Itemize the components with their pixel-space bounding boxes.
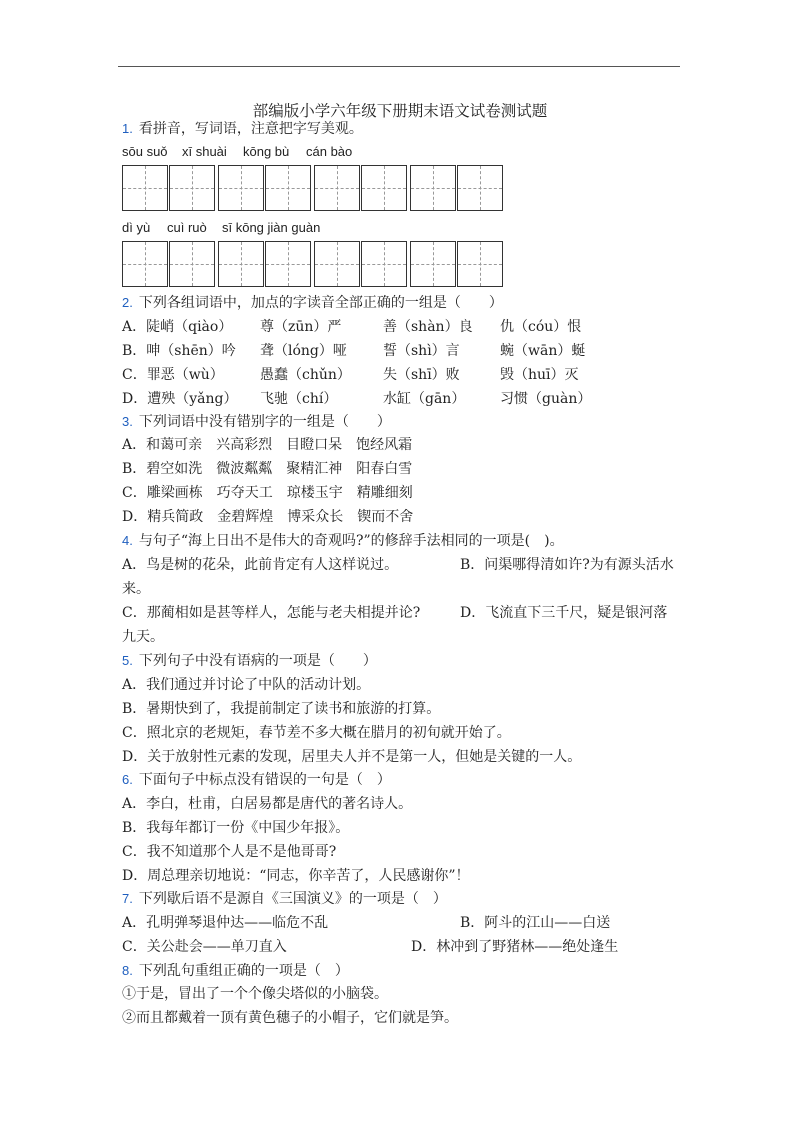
word-box (122, 241, 216, 287)
writing-cell[interactable] (410, 165, 456, 211)
option-c-2: 愚蠢（chǔn） (260, 367, 351, 383)
writing-cell[interactable] (457, 241, 503, 287)
option-d-continued: 九天。 (122, 629, 164, 645)
pinyin-1: sōu suǒ (122, 144, 168, 159)
question-text: 下列词语中没有错别字的一组是（ ） (138, 414, 391, 430)
question-text: 下列句子中没有语病的一项是（ ） (138, 653, 377, 669)
writing-cell[interactable] (218, 165, 264, 211)
option-d: D．林冲到了野猪林——绝处逢生 (411, 939, 619, 955)
writing-cell[interactable] (265, 241, 311, 287)
option-b: B．我每年都订一份《中国少年报》。 (122, 820, 350, 836)
writing-grid-row-1 (122, 165, 506, 211)
question-5 (122, 652, 377, 670)
option-row-b (0, 341, 800, 361)
question-text: 下列歇后语不是源自《三国演义》的一项是（ ） (138, 891, 447, 907)
word-box (314, 165, 408, 211)
option-row-d (0, 389, 800, 409)
header-rule (118, 66, 680, 67)
option-a: A．李白，杜甫，白居易都是唐代的著名诗人。 (122, 796, 413, 812)
option-a: A．我们通过并讨论了中队的活动计划。 (122, 677, 371, 693)
option-b: B．暑期快到了，我提前制定了读书和旅游的打算。 (122, 701, 441, 717)
pinyin-7: sī kōng jiàn guàn (222, 220, 321, 235)
writing-cell[interactable] (122, 165, 168, 211)
question-text: 看拼音，写词语，注意把字写美观。 (138, 121, 363, 137)
option-row-a (0, 317, 800, 337)
option-d-1: D．遭殃（yǎng） (122, 391, 238, 407)
page-title: 部编版小学六年级下册期末语文试卷测试题 (252, 102, 548, 120)
question-number: 5. (122, 653, 133, 668)
word-box (314, 241, 408, 287)
question-text: 下列乱句重组正确的一项是（ ） (138, 963, 349, 979)
option-a-2: 尊（zūn）严 (260, 319, 342, 335)
option-d-4: 习惯（guàn） (500, 391, 592, 407)
pinyin-3: kōng bù (243, 144, 290, 159)
option-row-c (0, 365, 800, 385)
word-box (410, 165, 504, 211)
writing-cell[interactable] (361, 241, 407, 287)
option-b-1: B．呻（shēn）吟 (122, 343, 236, 359)
pinyin-6: cuì ruò (167, 220, 207, 235)
word-box (410, 241, 504, 287)
question-number: 6. (122, 772, 133, 787)
question-text: 下面句子中标点没有错误的一句是（ ） (138, 772, 391, 788)
writing-cell[interactable] (457, 165, 503, 211)
question-number: 3. (122, 414, 133, 429)
question-3 (122, 413, 391, 431)
option-a: A．鸟是树的花朵，此前肯定有人这样说过。 (122, 557, 399, 573)
writing-cell[interactable] (169, 165, 215, 211)
writing-cell[interactable] (218, 241, 264, 287)
option-c: C．关公赴会——单刀直入 (122, 939, 287, 955)
writing-cell[interactable] (122, 241, 168, 287)
question-7 (122, 890, 447, 908)
question-text: 下列各组词语中，加点的字读音全部正确的一组是（ ） (138, 295, 503, 311)
question-number: 8. (122, 963, 133, 978)
option-b: B．阿斗的江山——白送 (460, 915, 611, 931)
option-a: A．和蔼可亲 兴高彩烈 目瞪口呆 饱经风霜 (122, 437, 413, 453)
question-text: 与句子“海上日出不是伟大的奇观吗?”的修辞手法相同的一项是( )。 (138, 533, 564, 549)
option-d: D．飞流直下三千尺，疑是银河落 (460, 605, 668, 621)
option-a-3: 善（shàn）良 (383, 319, 473, 335)
question-number: 1. (122, 121, 133, 136)
sentence-2: ②而且都戴着一顶有黄色穗子的小帽子，它们就是笋。 (122, 1010, 458, 1026)
option-d-2: 飞驰（chí） (260, 391, 338, 407)
option-b-4: 蜿（wān）蜒 (500, 343, 586, 359)
pinyin-5: dì yù (122, 220, 151, 235)
question-6 (122, 771, 391, 789)
writing-cell[interactable] (314, 241, 360, 287)
option-c: C．照北京的老规矩，春节差不多大概在腊月的初旬就开始了。 (122, 725, 511, 741)
writing-cell[interactable] (361, 165, 407, 211)
option-c-3: 失（shī）败 (383, 367, 460, 383)
word-box (218, 241, 312, 287)
option-a-4: 仇（cóu）恨 (500, 319, 582, 335)
word-box (122, 165, 216, 211)
option-b-continued: 来。 (122, 581, 150, 597)
option-c-1: C．罪恶（wù） (122, 367, 224, 383)
option-c: C．那蔺相如是甚等样人，怎能与老夫相提并论? (122, 605, 421, 621)
option-b-3: 誓（shì）言 (383, 343, 460, 359)
writing-cell[interactable] (410, 241, 456, 287)
writing-cell[interactable] (169, 241, 215, 287)
question-4 (122, 532, 564, 550)
option-a-1: A．陡峭（qiào） (122, 319, 233, 335)
option-b: B．碧空如洗 微波粼粼 聚精汇神 阳春白雪 (122, 461, 413, 477)
writing-cell[interactable] (314, 165, 360, 211)
option-d: D．周总理亲切地说：“同志，你辛苦了，人民感谢你”！ (122, 868, 470, 884)
option-a: A．孔明弹琴退仲达——临危不乱 (122, 915, 329, 931)
option-b: B．问渠哪得清如许?为有源头活水 (460, 557, 674, 573)
option-d-3: 水缸（gān） (383, 391, 466, 407)
option-c-4: 毁（huī）灭 (500, 367, 579, 383)
sentence-1: ①于是，冒出了一个个像尖塔似的小脑袋。 (122, 986, 388, 1002)
question-number: 2. (122, 295, 133, 310)
question-number: 7. (122, 891, 133, 906)
option-c: C．雕梁画栋 巧夺天工 琼楼玉宇 精雕细刻 (122, 485, 413, 501)
option-d: D．关于放射性元素的发现，居里夫人并不是第一人，但她是关键的一人。 (122, 749, 582, 765)
pinyin-4: cán bào (306, 144, 353, 159)
question-number: 4. (122, 533, 133, 548)
writing-cell[interactable] (265, 165, 311, 211)
question-2 (122, 294, 503, 312)
option-b-2: 聋（lóng）哑 (260, 343, 347, 359)
option-c: C．我不知道那个人是不是他哥哥? (122, 844, 337, 860)
writing-grid-row-2 (122, 241, 506, 287)
pinyin-2: xī shuài (182, 144, 227, 159)
option-d: D．精兵简政 金碧辉煌 博采众长 锲而不舍 (122, 509, 414, 525)
word-box (218, 165, 312, 211)
question-8 (122, 962, 349, 980)
question-1 (122, 120, 363, 138)
